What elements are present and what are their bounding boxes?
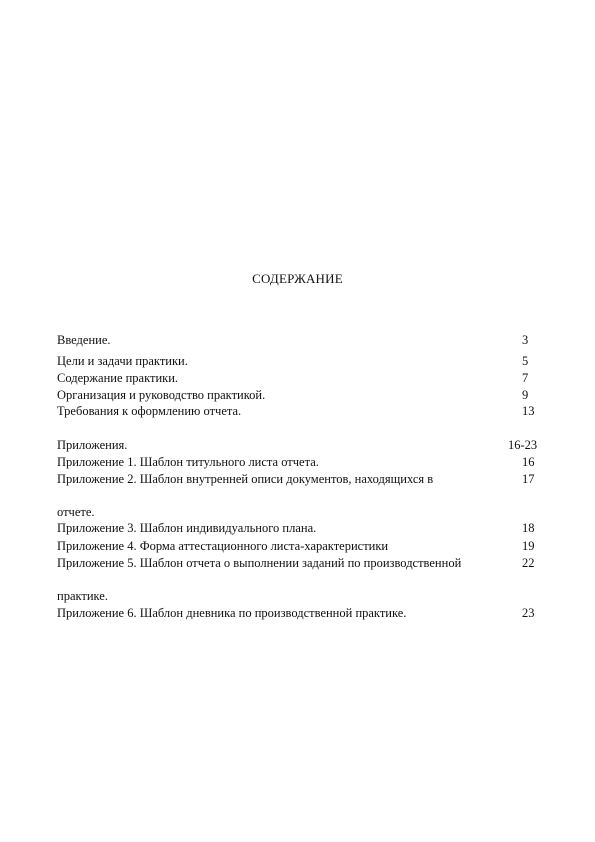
toc-entry-text: Приложение 2. Шаблон внутренней описи документов, находящихся в xyxy=(57,472,434,486)
toc-title: СОДЕРЖАНИЕ xyxy=(252,271,343,286)
toc-entry-page: 16 xyxy=(522,455,535,469)
toc-entry-text: Приложение 4. Форма аттестационного листа-характеристики xyxy=(57,539,389,553)
toc-entry-text: Требования к оформлению отчета. xyxy=(57,404,242,418)
toc-entry-page: 9 xyxy=(522,388,529,402)
toc-entry-page: 5 xyxy=(522,354,529,368)
toc-entry-text: Приложение 1. Шаблон титульного листа отчета. xyxy=(57,455,319,469)
toc-entry-text: Приложение 6. Шаблон дневника по производственной практике. xyxy=(57,606,407,620)
toc-entry-text: практике. xyxy=(57,589,108,603)
toc-entry-text: Цели и задачи практики. xyxy=(57,354,188,368)
toc-entry-text: отчете. xyxy=(57,505,95,519)
toc-entry-text: Приложения. xyxy=(57,438,128,452)
toc-entry-page: 22 xyxy=(522,556,535,570)
toc-entry-page: 18 xyxy=(522,521,535,535)
toc-entry-text: Приложение 5. Шаблон отчета о выполнении заданий по производственной xyxy=(57,556,462,570)
toc-entry-page: 16-23 xyxy=(508,438,538,452)
toc-entry-page: 19 xyxy=(522,539,535,553)
toc-entry-text: Введение. xyxy=(57,333,111,347)
toc-entry-page: 3 xyxy=(522,333,529,347)
toc-entry-text: Организация и руководство практикой. xyxy=(57,388,266,402)
toc-entry-page: 17 xyxy=(522,472,535,486)
toc-entry-page: 13 xyxy=(522,404,535,418)
toc-entry-page: 7 xyxy=(522,371,529,385)
toc-entry-text: Содержание практики. xyxy=(57,371,179,385)
toc-entry-page: 23 xyxy=(522,606,535,620)
toc-entry-text: Приложение 3. Шаблон индивидуального плана. xyxy=(57,521,317,535)
